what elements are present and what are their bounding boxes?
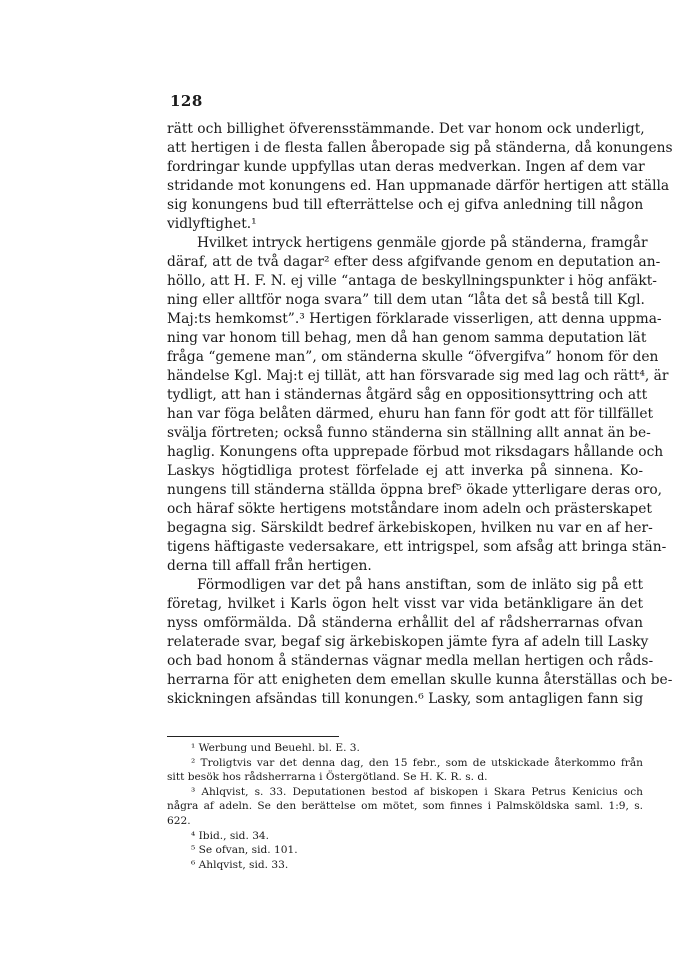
- text-line: stridande mot konungens ed. Han uppmanade därför hertigen att ställa: [167, 178, 670, 194]
- text-line: begagna sig. Särskildt bedref ärkebiskopen, hvilken nu var en af her-: [167, 520, 653, 536]
- text-line: däraf, att de två dagar² efter dess afgifvande genom en deputation an-: [167, 254, 661, 270]
- footnote: ⁵ Se ofvan, sid. 101.: [191, 844, 298, 857]
- paragraph: [167, 120, 673, 234]
- footnote: ³ Ahlqvist, s. 33. Deputationen bestod af biskopen i Skara Petrus Kenicius och: [191, 785, 643, 798]
- text-line: vidlyftighet.¹: [167, 216, 257, 232]
- text-line: skickningen afsändas till konungen.⁶ Lasky, som antagligen fann sig: [167, 691, 644, 707]
- footnotes: [167, 741, 643, 872]
- footnote: ⁴ Ibid., sid. 34.: [191, 829, 270, 842]
- text-line: ning eller alltför noga svara” till dem utan “låta det så bestå till Kgl.: [167, 292, 645, 308]
- text-line: Förmodligen var det på hans anstiftan, som de inläto sig på ett: [197, 577, 643, 593]
- text-line: haglig. Konungens ofta upprepade förbud mot riksdagars hållande och: [167, 444, 664, 460]
- text-line: nungens till ständerna ställda öppna bref⁵ ökade ytterligare deras oro,: [167, 482, 663, 498]
- text-line: derna till affall från hertigen.: [167, 558, 372, 574]
- text-line: företag, hvilket i Karls ögon helt visst var vida betänkligare än det: [167, 596, 643, 612]
- text-line: rätt och billighet öfverensstämmande. Det var honom ock underligt,: [167, 121, 645, 137]
- text-line: han var föga belåten därmed, ehuru han fann för godt att för tillfället: [167, 406, 654, 422]
- page-number: 128: [170, 92, 203, 110]
- text-line: händelse Kgl. Maj:t ej tillät, att han försvarade sig med lag och rätt⁴, är: [167, 368, 669, 384]
- text-line: fordringar kunde uppfyllas utan deras medverkan. Ingen af dem var: [167, 159, 645, 175]
- paragraph: [167, 234, 669, 576]
- text-line: nyss omförmälda. Då ständerna erhållit del af rådsherrarnas ofvan: [167, 615, 643, 631]
- text-line: tigens häftigaste vedersakare, ett intrigspel, som afsåg att bringa stän-: [167, 539, 667, 555]
- text-line: herrarna för att enigheten dem emellan skulle kunna återställas och be-: [167, 672, 673, 688]
- footnote-continuation: 622.: [167, 814, 191, 827]
- footnote: ⁶ Ahlqvist, sid. 33.: [191, 858, 289, 871]
- footnote-continuation: sitt besök hos rådsherrarna i Östergötland. Se H. K. R. s. d.: [167, 771, 488, 784]
- paragraph: [167, 576, 673, 709]
- text-line: relaterade svar, begaf sig ärkebiskopen jämte fyra af adeln till Lasky: [167, 634, 649, 650]
- text-line: svälja förtreten; också funno ständerna sin ställning allt annat än be-: [167, 425, 651, 441]
- text-line: och bad honom å ständernas vägnar medla mellan hertigen och råds-: [167, 653, 654, 669]
- text-line: Hvilket intryck hertigens genmäle gjorde på ständerna, framgår: [197, 235, 648, 251]
- text-line: och häraf sökte hertigens motståndare inom adeln och prästerskapet: [167, 501, 652, 517]
- text-line: höllo, att H. F. N. ej ville “antaga de beskyllningspunkter i hög anfäkt-: [167, 273, 657, 289]
- text-line: sig konungens bud till efterrättelse och ej gifva anledning till någon: [167, 197, 644, 213]
- text-line: ning var honom till behag, men då han genom samma deputation lät: [167, 330, 647, 346]
- text-line: Laskys högtidliga protest förfelade ej att inverka på sinnena. Ko-: [167, 463, 643, 479]
- text-line: Maj:ts hemkomst”.³ Hertigen förklarade visserligen, att denna uppma-: [167, 311, 662, 327]
- text-line: tydligt, att han i ständernas åtgärd såg en oppositionsyttring och att: [167, 387, 648, 403]
- footnote: ² Troligtvis var det denna dag, den 15 febr., som de utskickade återkommo från: [191, 756, 643, 769]
- text-line: att hertigen i de flesta fallen åberopade sig på ständerna, då konungens: [167, 140, 673, 156]
- body-text: [167, 120, 673, 709]
- text-line: fråga “gemene man”, om ständerna skulle “öfvergifva” honom för den: [167, 349, 659, 365]
- footnote-continuation: några af adeln. Se den berättelse om mötet, som finnes i Palmsköldska saml. 1:9, s.: [167, 800, 643, 813]
- footnote-divider: [167, 736, 339, 737]
- footnote: ¹ Werbung und Beuehl. bl. E. 3.: [191, 742, 360, 754]
